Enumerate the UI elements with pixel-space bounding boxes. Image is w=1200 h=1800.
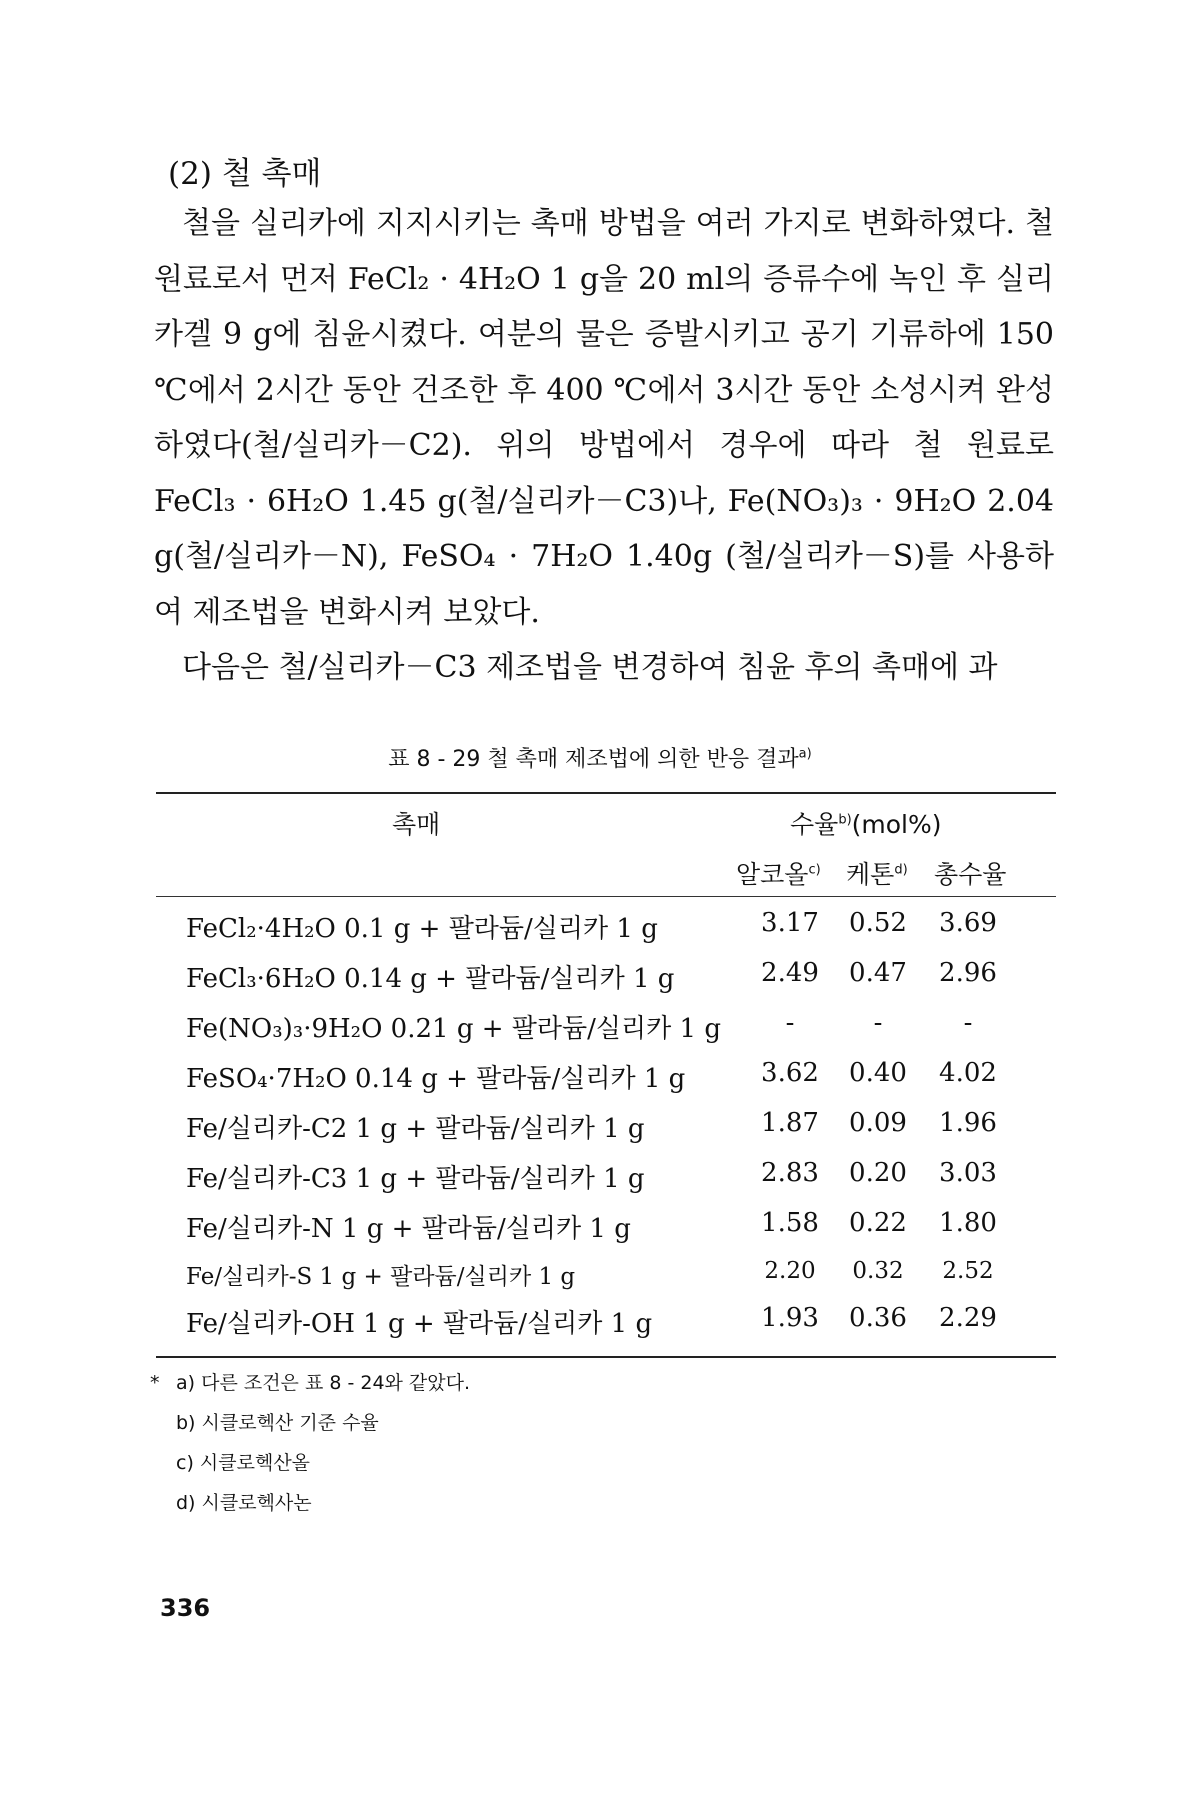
row-alcohol: 1.93 bbox=[761, 1303, 819, 1333]
table-top-rule bbox=[156, 792, 1056, 794]
row-ketone: - bbox=[873, 1008, 883, 1038]
row-catalyst: FeCl₂·4H₂O 0.1 g + 팔라듐/실리카 1 g bbox=[186, 914, 658, 944]
row-ketone: 0.09 bbox=[849, 1108, 907, 1138]
header-catalyst: 촉매 bbox=[392, 810, 441, 839]
row-alcohol: 2.83 bbox=[761, 1158, 819, 1188]
row-catalyst: Fe/실리카-C2 1 g + 팔라듐/실리카 1 g bbox=[186, 1114, 645, 1144]
row-catalyst: FeCl₃·6H₂O 0.14 g + 팔라듐/실리카 1 g bbox=[186, 964, 675, 994]
row-ketone: 0.22 bbox=[849, 1208, 907, 1238]
header-alcohol bbox=[736, 855, 821, 891]
row-catalyst: Fe/실리카-OH 1 g + 팔라듐/실리카 1 g bbox=[186, 1309, 653, 1339]
table-caption-footnote-mark: a) bbox=[798, 746, 812, 762]
footnote-text: c) 시클로헥산올 bbox=[176, 1452, 311, 1474]
row-catalyst: FeSO₄·7H₂O 0.14 g + 팔라듐/실리카 1 g bbox=[186, 1064, 686, 1094]
table-row bbox=[0, 1108, 1200, 1156]
footnote-text: b) 시클로헥산 기준 수율 bbox=[176, 1412, 379, 1434]
row-ketone: 0.40 bbox=[849, 1058, 907, 1088]
header-ketone-label: 케톤 bbox=[846, 860, 895, 889]
row-total: 4.02 bbox=[939, 1058, 997, 1088]
footnote bbox=[150, 1408, 379, 1435]
table-row bbox=[0, 1208, 1200, 1256]
row-total: 1.80 bbox=[939, 1208, 997, 1238]
footnote bbox=[150, 1448, 310, 1475]
row-ketone: 0.47 bbox=[849, 958, 907, 988]
section-title: (2) 철 촉매 bbox=[168, 156, 322, 192]
row-ketone: 0.36 bbox=[849, 1303, 907, 1333]
row-ketone: 0.52 bbox=[849, 908, 907, 938]
row-alcohol: 3.62 bbox=[761, 1058, 819, 1088]
row-alcohol: 2.49 bbox=[761, 958, 819, 988]
footnote bbox=[150, 1488, 312, 1515]
table-bottom-rule bbox=[156, 1356, 1056, 1358]
row-alcohol: 1.87 bbox=[761, 1108, 819, 1138]
paragraph-2: 다음은 철/실리카－C3 제조법을 변경하여 침윤 후의 촉매에 과 bbox=[182, 650, 998, 685]
row-alcohol: 1.58 bbox=[761, 1208, 819, 1238]
row-total: 2.29 bbox=[939, 1303, 997, 1333]
row-catalyst: Fe(NO₃)₃·9H₂O 0.21 g + 팔라듐/실리카 1 g bbox=[186, 1014, 721, 1044]
header-total: 총수율 bbox=[934, 860, 1007, 889]
page-number: 336 bbox=[160, 1594, 211, 1622]
row-total: - bbox=[963, 1008, 973, 1038]
row-catalyst: Fe/실리카-C3 1 g + 팔라듐/실리카 1 g bbox=[186, 1164, 645, 1194]
header-ketone bbox=[846, 855, 908, 891]
row-total: 1.96 bbox=[939, 1108, 997, 1138]
table-caption bbox=[0, 742, 1200, 773]
header-yield-label: 수율 bbox=[790, 810, 839, 839]
footnote-text: d) 시클로헥사논 bbox=[176, 1492, 312, 1514]
table-row bbox=[0, 1008, 1200, 1056]
table-header-rule bbox=[156, 896, 1056, 897]
row-total: 3.03 bbox=[939, 1158, 997, 1188]
row-catalyst: Fe/실리카-S 1 g + 팔라듐/실리카 1 g bbox=[186, 1264, 576, 1290]
table-row bbox=[0, 1058, 1200, 1106]
header-ketone-footnote-mark: d) bbox=[894, 862, 908, 878]
header-alcohol-label: 알코올 bbox=[736, 860, 809, 889]
paragraph-1: 철을 실리카에 지지시키는 촉매 방법을 여러 가지로 변화하였다. 철 원료로서 먼저 FeCl₂ · 4H₂O 1 g을 20 ml의 증류수에 녹인 후 실리카겔 9 g에 침윤시켰다. 여분의 물은 증발시키고 공기 기류하에 150 ℃에서 2시간 동안 건조한 후 400 ℃에서 3시간 동안 소성시켜 완성하였다(철/실리카－C2). 위의 방법에서 경우에 따라 철 원료로 FeCl₃ · 6H₂O 1.45 g(철/실리카－C3)나, Fe(NO₃)₃ · 9H₂O 2.04 g(철/실리카－N), FeSO₄ · 7H₂O 1.40g (철/실리카－S)를 사용하여 제조법을 변화시켜 보았다. bbox=[154, 206, 1054, 630]
table-row bbox=[0, 908, 1200, 956]
row-catalyst: Fe/실리카-N 1 g + 팔라듐/실리카 1 g bbox=[186, 1214, 631, 1244]
header-yield bbox=[790, 805, 942, 841]
table-row bbox=[0, 1303, 1200, 1351]
body-text bbox=[154, 196, 1054, 696]
row-total: 2.52 bbox=[942, 1258, 994, 1284]
row-alcohol: 2.20 bbox=[764, 1258, 816, 1284]
row-alcohol: 3.17 bbox=[761, 908, 819, 938]
table-row bbox=[0, 1158, 1200, 1206]
row-alcohol: - bbox=[785, 1008, 795, 1038]
row-total: 2.96 bbox=[939, 958, 997, 988]
header-yield-unit: (mol%) bbox=[851, 810, 942, 839]
header-alcohol-footnote-mark: c) bbox=[808, 862, 821, 878]
table-row bbox=[0, 958, 1200, 1006]
row-ketone: 0.32 bbox=[852, 1258, 904, 1284]
footnote bbox=[150, 1368, 470, 1395]
table-caption-text: 표 8 - 29 철 촉매 제조법에 의한 반응 결과 bbox=[388, 747, 799, 772]
row-ketone: 0.20 bbox=[849, 1158, 907, 1188]
table-row bbox=[0, 1258, 1200, 1306]
row-total: 3.69 bbox=[939, 908, 997, 938]
footnote-text: a) 다른 조건은 표 8 - 24와 같았다. bbox=[176, 1372, 471, 1394]
footnote-marker: * bbox=[150, 1372, 160, 1394]
header-yield-footnote-mark: b) bbox=[838, 812, 852, 828]
